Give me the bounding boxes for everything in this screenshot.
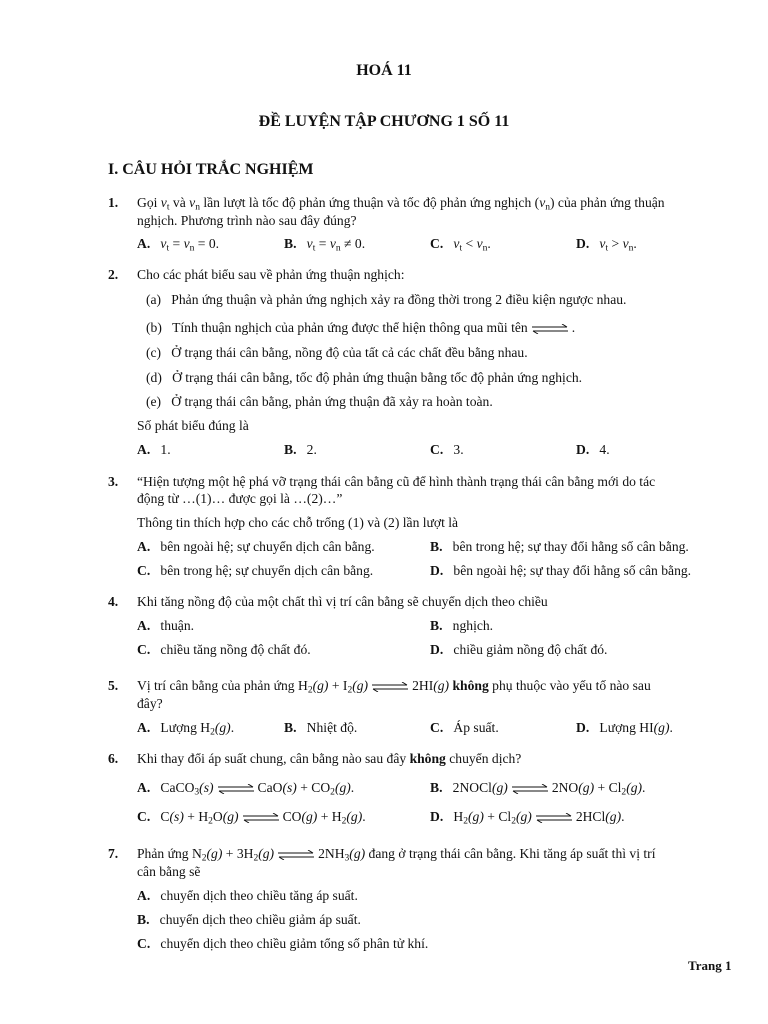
option-text: chiều tăng nồng độ chất đó. [160, 642, 311, 657]
option-label: C. [137, 642, 151, 657]
option-label: D. [576, 720, 590, 735]
question-number: 1. [108, 195, 119, 210]
statement-text: Ở trạng thái cân bằng, nồng độ của tất cả các chất đều bằng nhau. [171, 345, 528, 360]
option-label: C. [430, 442, 444, 457]
question-stem: Cho các phát biểu sau về phản ứng thuận nghịch: [137, 267, 405, 282]
text-run: lần lượt là tốc độ phản ứng thuận và tốc độ phản ứng nghịch ( [199, 195, 540, 210]
question-stem-line [137, 678, 651, 694]
option-label: A. [137, 236, 151, 251]
option-text: thuận. [160, 618, 195, 633]
subscript: t [166, 202, 170, 213]
option-a[interactable] [137, 618, 194, 634]
option-a[interactable] [137, 888, 358, 904]
statement-label: (e) [146, 394, 162, 409]
option-label: A. [137, 780, 151, 795]
option-right: $CO(g) + H_2(g)$. [282, 809, 366, 827]
option-text: $v_t = v_n = 0$. [160, 236, 220, 254]
option-text: chiều giảm nồng độ chất đó. [453, 642, 608, 657]
option-b[interactable] [430, 618, 493, 634]
option-c[interactable] [137, 642, 311, 658]
statement-text: Ở trạng thái cân bằng, tốc độ phản ứng thuận bằng tốc độ phản ứng nghịch. [172, 370, 583, 385]
option-label: D. [576, 236, 590, 251]
question-stem [137, 751, 521, 767]
option-b[interactable] [430, 539, 689, 555]
question-stem-line: nghịch. Phương trình nào sau đây đúng? [137, 213, 357, 228]
option-right: 2HCl(g). [575, 809, 625, 824]
option-label: C. [430, 720, 444, 735]
statement-label: (d) [146, 370, 162, 385]
subject-heading: HOÁ 11 [356, 62, 412, 79]
section-heading: I. CÂU HỎI TRẮC NGHIỆM [108, 161, 314, 178]
text-run: + I [328, 678, 348, 693]
option-text: chuyển dịch theo chiều giảm tổng số phân tử khí. [160, 936, 429, 951]
equilibrium-arrow-icon [278, 850, 314, 860]
emphasis: không [409, 751, 446, 766]
option-c[interactable] [430, 720, 499, 736]
option-text: bên trong hệ; sự chuyển dịch cân bằng. [160, 563, 374, 578]
option-label: C. [137, 563, 151, 578]
subscript: n [545, 202, 550, 213]
statement-text: Phản ứng thuận và phản ứng nghịch xảy ra đồng thời trong 2 điều kiện ngược nhau. [171, 292, 627, 307]
symbol-v: v [189, 195, 196, 210]
option-a[interactable] [137, 780, 354, 796]
option-label: C. [430, 236, 444, 251]
option-d[interactable] [430, 642, 607, 658]
option-text: 3. [453, 442, 464, 457]
statement-tail: . [571, 320, 576, 335]
option-label: B. [137, 912, 150, 927]
option-d[interactable] [430, 563, 691, 579]
question-stem-line: Phản ứng $N_2(g) + 3H_2(g)$ $2NH_3(g)$ đang ở trạng thái cân bằng. Khi tăng áp suất thì vị trí [137, 846, 656, 864]
option-label: B. [430, 539, 443, 554]
option-c[interactable] [430, 442, 464, 458]
option-label: B. [284, 720, 297, 735]
option-label: B. [284, 442, 297, 457]
option-right: $CaO(s) + CO_2(g)$. [257, 780, 355, 798]
option-left: $H_2(g) + Cl_2(g)$ [453, 809, 532, 827]
option-left: CaCO$_3$(s) [160, 780, 214, 798]
option-label: D. [430, 563, 444, 578]
statement-label: (a) [146, 292, 162, 307]
question-number: 7. [108, 846, 119, 861]
option-label: A. [137, 442, 151, 457]
subscript: 2 [307, 685, 313, 696]
text-run: Vị trí cân bằng của phản ứng H [137, 678, 308, 693]
option-text: chuyển dịch theo chiều tăng áp suất. [160, 888, 358, 903]
question-stem-line: cân bằng sẽ [137, 864, 201, 879]
option-text: nghịch. [452, 618, 494, 633]
question-ask: Số phát biểu đúng là [137, 418, 249, 433]
option-b[interactable] [137, 912, 361, 928]
equilibrium-arrow-icon [372, 682, 408, 692]
option-text: $v_t = v_n \ne 0$. [306, 236, 366, 254]
option-label: A. [137, 720, 151, 735]
option-label: A. [137, 888, 151, 903]
question-stem: Khi tăng nồng độ của một chất thì vị trí cân bằng sẽ chuyển dịch theo chiều [137, 594, 548, 609]
option-text: $v_t > v_n$. [599, 236, 637, 254]
option-label: D. [430, 642, 444, 657]
text-run: đang ở trạng thái cân bằng. Khi tăng áp suất thì vị trí [365, 846, 656, 861]
subscript: 2 [347, 685, 353, 696]
equilibrium-arrow-icon [536, 813, 572, 823]
option-d[interactable] [576, 236, 637, 252]
equilibrium-arrow-icon [512, 784, 548, 794]
option-text: Nhiệt độ. [306, 720, 358, 735]
text-run: phụ thuộc vào yếu tố nào sau [488, 678, 651, 693]
option-c[interactable] [430, 236, 491, 252]
option-text: Lượng $H_2(g)$. [160, 720, 235, 738]
option-label: D. [576, 442, 590, 457]
page-number: Trang 1 [688, 958, 732, 973]
option-d[interactable] [430, 809, 625, 825]
option-text: Lượng HI(g). [599, 720, 673, 735]
option-d[interactable] [576, 720, 673, 736]
option-b[interactable] [430, 780, 645, 796]
equilibrium-arrow-icon [243, 813, 279, 823]
option-left: 2NOCl(g) [452, 780, 508, 795]
text-run: ) của phản ứng thuận [550, 195, 665, 210]
option-a[interactable] [137, 720, 234, 736]
state-symbol: (g) [312, 678, 329, 693]
symbol-v: v [539, 195, 546, 210]
emphasis: không [452, 678, 489, 693]
option-text: bên trong hệ; sự thay đổi hằng số cân bằng. [452, 539, 689, 554]
text-run: và [169, 195, 190, 210]
statement-c [146, 345, 528, 361]
state-symbol: (g) [352, 678, 369, 693]
equilibrium-arrow-icon [218, 784, 254, 794]
statement-label: (b) [146, 320, 162, 335]
option-b[interactable] [284, 236, 365, 252]
state-symbol: (g) [433, 678, 450, 693]
statement-text: Ở trạng thái cân bằng, phản ứng thuận đã xảy ra hoàn toàn. [171, 394, 493, 409]
question-stem-line: động từ …(1)… được gọi là …(2)…” [137, 491, 343, 506]
statement-d [146, 370, 582, 386]
option-a[interactable] [137, 539, 375, 555]
option-label: C. [137, 809, 151, 824]
subscript: n [195, 202, 200, 213]
text-run: Gọi [137, 195, 161, 210]
question-stem-line: đây? [137, 696, 163, 711]
statement-text: Tính thuận nghịch của phản ứng được thể hiện thông qua mũi tên [172, 320, 528, 335]
option-text: Áp suất. [453, 720, 499, 735]
question-number: 6. [108, 751, 119, 766]
equilibrium-arrow-icon [532, 324, 568, 334]
question-stem-line [137, 195, 665, 211]
option-c[interactable] [137, 809, 366, 825]
option-label: D. [430, 809, 444, 824]
option-text: bên ngoài hệ; sự chuyển dịch cân bằng. [160, 539, 375, 554]
option-text: 2. [306, 442, 317, 457]
option-b[interactable] [284, 720, 357, 736]
option-label: B. [430, 618, 443, 633]
option-c[interactable] [137, 563, 373, 579]
option-d[interactable] [576, 442, 610, 458]
question-number: 5. [108, 678, 119, 693]
statement-b [146, 320, 575, 336]
text-run: chuyển dịch? [445, 751, 522, 766]
option-text: chuyển dịch theo chiều giảm áp suất. [159, 912, 361, 927]
statement-e [146, 394, 493, 410]
option-text: 4. [599, 442, 610, 457]
symbol-v: v [160, 195, 167, 210]
option-text: $v_t < v_n$. [453, 236, 491, 254]
question-number: 2. [108, 267, 119, 282]
option-right: $2NO(g) + Cl_2(g)$. [551, 780, 646, 798]
option-text: 1. [160, 442, 171, 457]
exam-title: ĐỀ LUYỆN TẬP CHƯƠNG 1 SỐ 11 [258, 113, 510, 130]
option-label: A. [137, 539, 151, 554]
option-label: A. [137, 618, 151, 633]
text-run: Khi thay đổi áp suất chung, cân bằng nào sau đây [137, 751, 410, 766]
question-ask: Thông tin thích hợp cho các chỗ trống (1) và (2) lần lượt là [137, 515, 459, 530]
question-number: 3. [108, 474, 119, 489]
text-run: 2HI [412, 678, 434, 693]
statement-a [146, 292, 626, 308]
option-label: C. [137, 936, 151, 951]
question-number: 4. [108, 594, 119, 609]
option-b[interactable] [284, 442, 317, 458]
statement-label: (c) [146, 345, 162, 360]
option-label: B. [284, 236, 297, 251]
option-left: $C(s) + H_2O(g)$ [160, 809, 239, 827]
option-text: bên ngoài hệ; sự thay đổi hằng số cân bằng. [453, 563, 692, 578]
option-a[interactable] [137, 236, 219, 252]
question-stem-line: “Hiện tượng một hệ phá vỡ trạng thái cân bằng cũ để hình thành trạng thái cân bằng mới do tác [137, 474, 656, 489]
option-a[interactable] [137, 442, 171, 458]
option-c[interactable] [137, 936, 428, 952]
option-label: B. [430, 780, 443, 795]
